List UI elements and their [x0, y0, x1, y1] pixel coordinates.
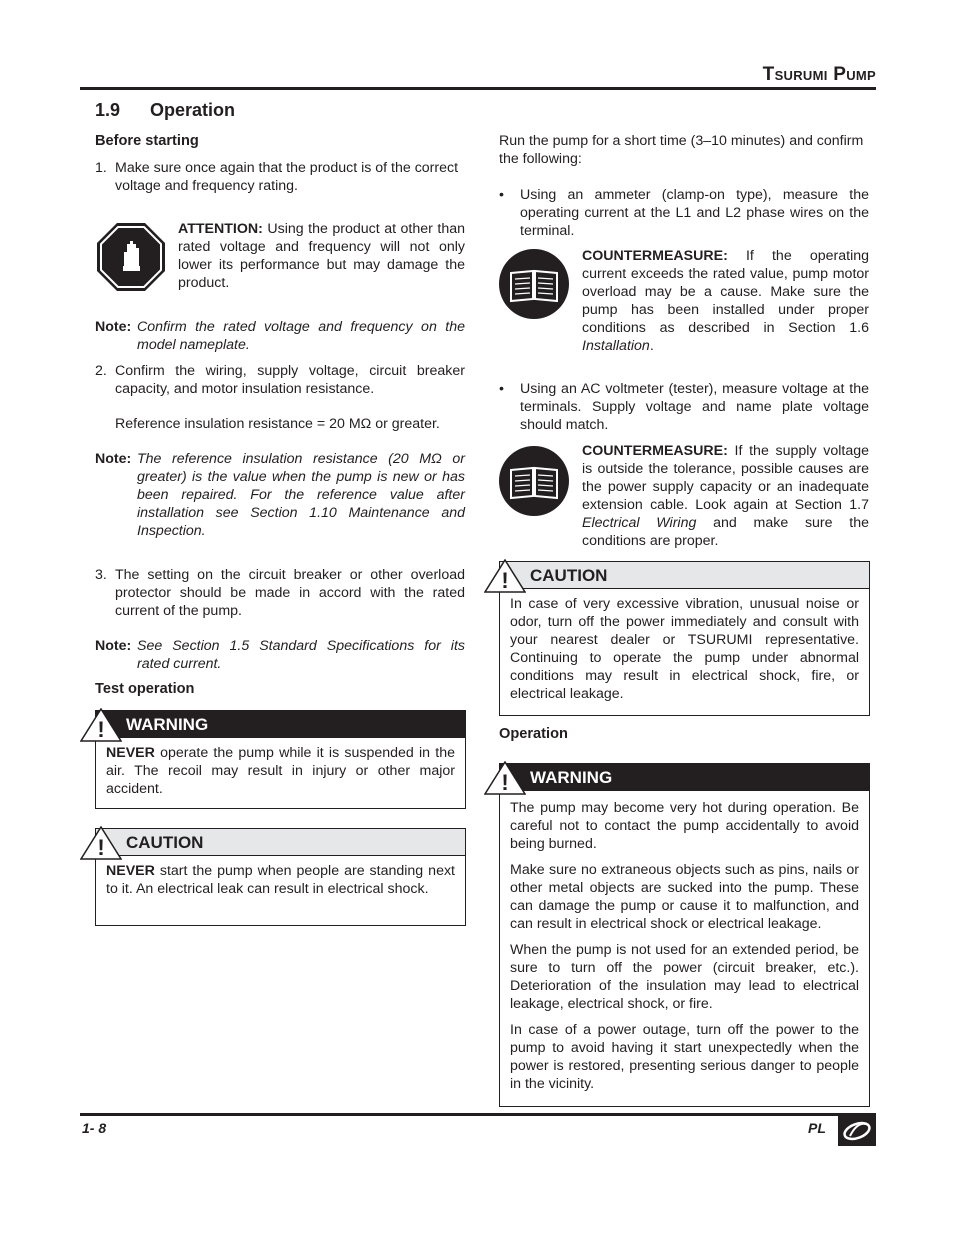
warning-box-right [499, 763, 870, 1107]
page-number: 1- 8 [82, 1120, 107, 1136]
note-2-label: Note: [95, 451, 132, 467]
svg-text:!: ! [97, 717, 105, 742]
bullet-voltmeter-text: Using an AC voltmeter (tester), measure voltage at the terminals. Supply voltage and name plate voltage should match. [520, 381, 869, 433]
countermeasure-1 [582, 247, 869, 355]
svg-text:!: ! [501, 770, 509, 795]
step-2 [95, 362, 465, 398]
caution-header [96, 829, 465, 860]
header-rule [80, 87, 876, 90]
tsurumi-logo-icon [838, 1114, 876, 1146]
bullet-ammeter-text: Using an ammeter (clamp-on type), measure the operating current at the L1 and L2 phase wires on the terminal. [520, 187, 869, 239]
countermeasure-2-ref: Electrical Wiring [582, 515, 697, 531]
step-1-text: Make sure once again that the product is of the correct voltage and frequency rating. [115, 160, 459, 194]
warning-paragraph-3: When the pump is not used for an extended period, be sure to turn off the power (circuit breaker, etc.). Deterioration of the insulation may lead to electrical leakage, electrical shock, or fire. [510, 942, 859, 1012]
caution-triangle-icon [80, 826, 122, 860]
caution-box-left [95, 828, 466, 926]
before-starting-heading: Before starting [95, 133, 199, 149]
attention-body: Using the product at other than rated voltage and frequency will not only lower its performance but may damage the product. [178, 221, 465, 291]
svg-text:!: ! [501, 568, 509, 593]
warning-header [96, 711, 465, 742]
caution-triangle-icon [484, 559, 526, 593]
section-title: Operation [150, 100, 236, 120]
countermeasure-1-end: . [649, 338, 654, 354]
warning-title: WARNING [126, 715, 209, 734]
bullet-voltmeter: • Using an AC voltmeter (tester), measure voltage at the terminals. Supply voltage and name plate voltage should match. [499, 381, 869, 433]
countermeasure-2-label: COUNTERMEASURE: [582, 443, 728, 459]
caution-never: NEVER [106, 863, 155, 879]
warning-triangle-icon [80, 708, 122, 742]
note-2 [95, 450, 465, 540]
bullet-ammeter: • Using an ammeter (clamp-on type), measure the operating current at the L1 and L2 phase wires on the terminal. [499, 187, 869, 239]
countermeasure-1-ref: Installation [582, 338, 650, 354]
note-3-text: See Section 1.5 Standard Specifications for its rated current. [137, 638, 465, 672]
note-1-text: Confirm the rated voltage and frequency on the model nameplate. [137, 319, 465, 353]
caution-body: In case of very excessive vibration, unusual noise or odor, turn off the power immediately and consult with your nearest dealer or TSURUMI representative. Continuing to operate the pump under abnormal conditions may result in electrical shock, fire, or electrical leakage. [510, 596, 859, 702]
attention-label: ATTENTION: [178, 221, 263, 237]
brand-title: Tsurumi Pump [762, 64, 876, 85]
step-1-number: 1. [95, 160, 107, 176]
step-3-text: The setting on the circuit breaker or other overload protector should be made in accord with the rated current of the pump. [115, 567, 465, 619]
reference-resistance: Reference insulation resistance = 20 MΩ or greater. [115, 416, 440, 432]
attention-text [178, 220, 465, 292]
countermeasure-2-end: and make sure the conditions are proper. [582, 515, 870, 549]
section-heading [95, 100, 235, 121]
countermeasure-1-text: If the operating current exceeds the rated value, pump motor overload may be a cause. Make sure the pump has been installed under proper conditions as described in Section 1.6 [582, 248, 869, 336]
caution-title: CAUTION [530, 566, 608, 585]
stop-hand-icon [96, 222, 166, 292]
caution-text: start the pump when people are standing next to it. An electrical leak can result in electrical shock. [106, 863, 455, 897]
step-3-number: 3. [95, 567, 107, 583]
caution-body [96, 856, 465, 908]
test-operation-heading: Test operation [95, 681, 195, 697]
step-2-text: Confirm the wiring, supply voltage, circuit breaker capacity, and motor insulation resistance. [115, 363, 465, 397]
manual-book-icon [499, 249, 569, 319]
note-3 [95, 637, 465, 673]
section-number: 1.9 [95, 100, 121, 120]
note-1 [95, 318, 465, 354]
operation-heading: Operation [499, 726, 568, 742]
warning-text: operate the pump while it is suspended in the air. The recoil may result in injury or other major accident. [106, 745, 455, 797]
caution-title: CAUTION [126, 833, 204, 852]
step-1 [95, 159, 465, 195]
svg-text:!: ! [97, 835, 105, 860]
countermeasure-2-text: If the supply voltage is outside the tolerance, possible causes are the power supply capacity or an inadequate extension cable. Look again at Section 1.7 [582, 443, 869, 513]
warning-paragraph-4: In case of a power outage, turn off the power to the pump to avoid having it start unexpectedly when the power is restored, presenting serious danger to people in the vicinity. [510, 1022, 859, 1092]
intro-text: Run the pump for a short time (3–10 minutes) and confirm the following: [499, 133, 864, 167]
caution-box-right [499, 561, 870, 716]
warning-title: WARNING [530, 768, 613, 787]
warning-box-left [95, 710, 466, 809]
step-2-number: 2. [95, 363, 107, 379]
countermeasure-1-label: COUNTERMEASURE: [582, 248, 728, 264]
note-1-label: Note: [95, 319, 132, 335]
countermeasure-2 [582, 442, 869, 550]
warning-never: NEVER [106, 745, 155, 761]
caution-header [500, 562, 869, 593]
warning-triangle-icon [484, 761, 526, 795]
manual-book-icon [499, 446, 569, 516]
warning-body [96, 738, 465, 808]
footer-rule [80, 1113, 876, 1116]
language-code: PL [808, 1120, 826, 1136]
warning-header [500, 764, 869, 795]
step-3 [95, 566, 465, 620]
warning-paragraph-1: The pump may become very hot during operation. Be careful not to contact the pump accidentally to avoid being burned. [510, 800, 859, 852]
note-2-text: The reference insulation resistance (20 MΩ or greater) is the value when the pump is new or has been repaired. For the reference value after installation see Section 1.10 Maintenance and Inspection. [137, 451, 465, 539]
warning-paragraph-2: Make sure no extraneous objects such as pins, nails or other metal objects are sucked into the pump. These can damage the pump or cause it to malfunction, and can result in electrical shock or electrical leakage. [510, 862, 859, 932]
note-3-label: Note: [95, 638, 132, 654]
warning-body [500, 791, 869, 1103]
